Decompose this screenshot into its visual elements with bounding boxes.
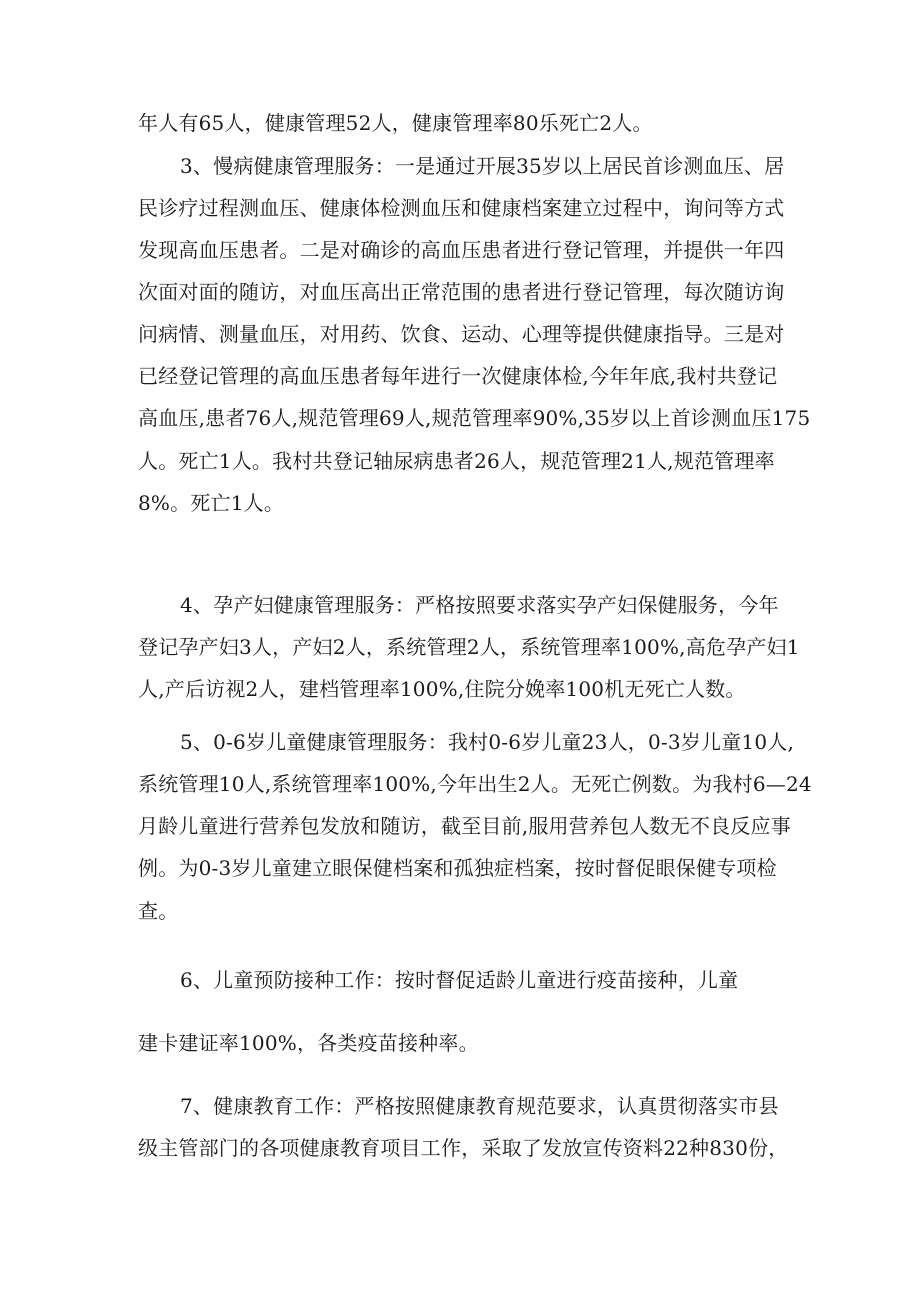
text-line: 5、0-6岁儿童健康管理服务：我村0-6岁儿童23人，0-3岁儿童10人,: [180, 730, 795, 754]
text-line: 年人有65人，健康管理52人，健康管理率80乐死亡2人。: [138, 111, 653, 135]
text-line: 例。为0-3岁儿童建立眼保健档案和孤独症档案，按时督促眼保健专项检: [138, 856, 777, 880]
text-line: 查。: [138, 899, 179, 923]
text-line: 登记孕产妇3人，产妇2人，系统管理2人，系统管理率100%,高危孕产妇1: [138, 635, 800, 659]
text-line: 次面对面的随访，对血压高出正常范围的患者进行登记管理，每次随访询: [138, 280, 785, 304]
text-line: 已经登记管理的高血压患者每年进行一次健康体检,今年年底,我村共登记: [138, 364, 778, 388]
text-line: 高血压,患者76人,规范管理69人,规范管理率90%,35岁以上首诊测血压175: [138, 406, 811, 430]
text-line: 月龄儿童进行营养包发放和随访，截至目前,服用营养包人数无不良反应事: [138, 814, 791, 838]
text-line: 级主管部门的各项健康教育项目工作，采取了发放宣传资料22种830份，: [138, 1136, 789, 1160]
text-line: 问病情、测量血压，对用药、饮食、运动、心理等提供健康指导。三是对: [138, 322, 785, 346]
text-line: 8%。死亡1人。: [138, 491, 285, 515]
text-line: [138, 531, 778, 571]
text-line: 发现高血压患者。二是对确诊的高血压患者进行登记管理，并提供一年四: [138, 238, 785, 262]
text-line: 7、健康教育工作：严格按照健康教育规范要求，认真贯彻落实市县: [180, 1094, 779, 1118]
text-line: 建卡建证率100%，各类疫苗接种率。: [138, 1031, 479, 1055]
text-line: 3、慢病健康管理服务：一是通过开展35岁以上居民首诊测血压、居: [180, 154, 785, 178]
text-line: 人,产后访视2人，建档管理率100%,住院分娩率100机无死亡人数。: [138, 677, 746, 701]
text-line: 6、儿童预防接种工作：按时督促适龄儿童进行疫苗接种，儿童: [180, 968, 739, 992]
text-line: 4、孕产妇健康管理服务：严格按照要求落实孕产妇保健服务，今年: [180, 593, 779, 617]
text-line: 系统管理10人,系统管理率100%,今年出生2人。无死亡例数。为我村6—24: [138, 772, 812, 796]
text-line: 人。死亡1人。我村共登记轴尿病患者26人，规范管理21人,规范管理率: [138, 449, 775, 473]
text-line: 民诊疗过程测血压、健康体检测血压和健康档案建立过程中，询问等方式: [138, 196, 785, 220]
